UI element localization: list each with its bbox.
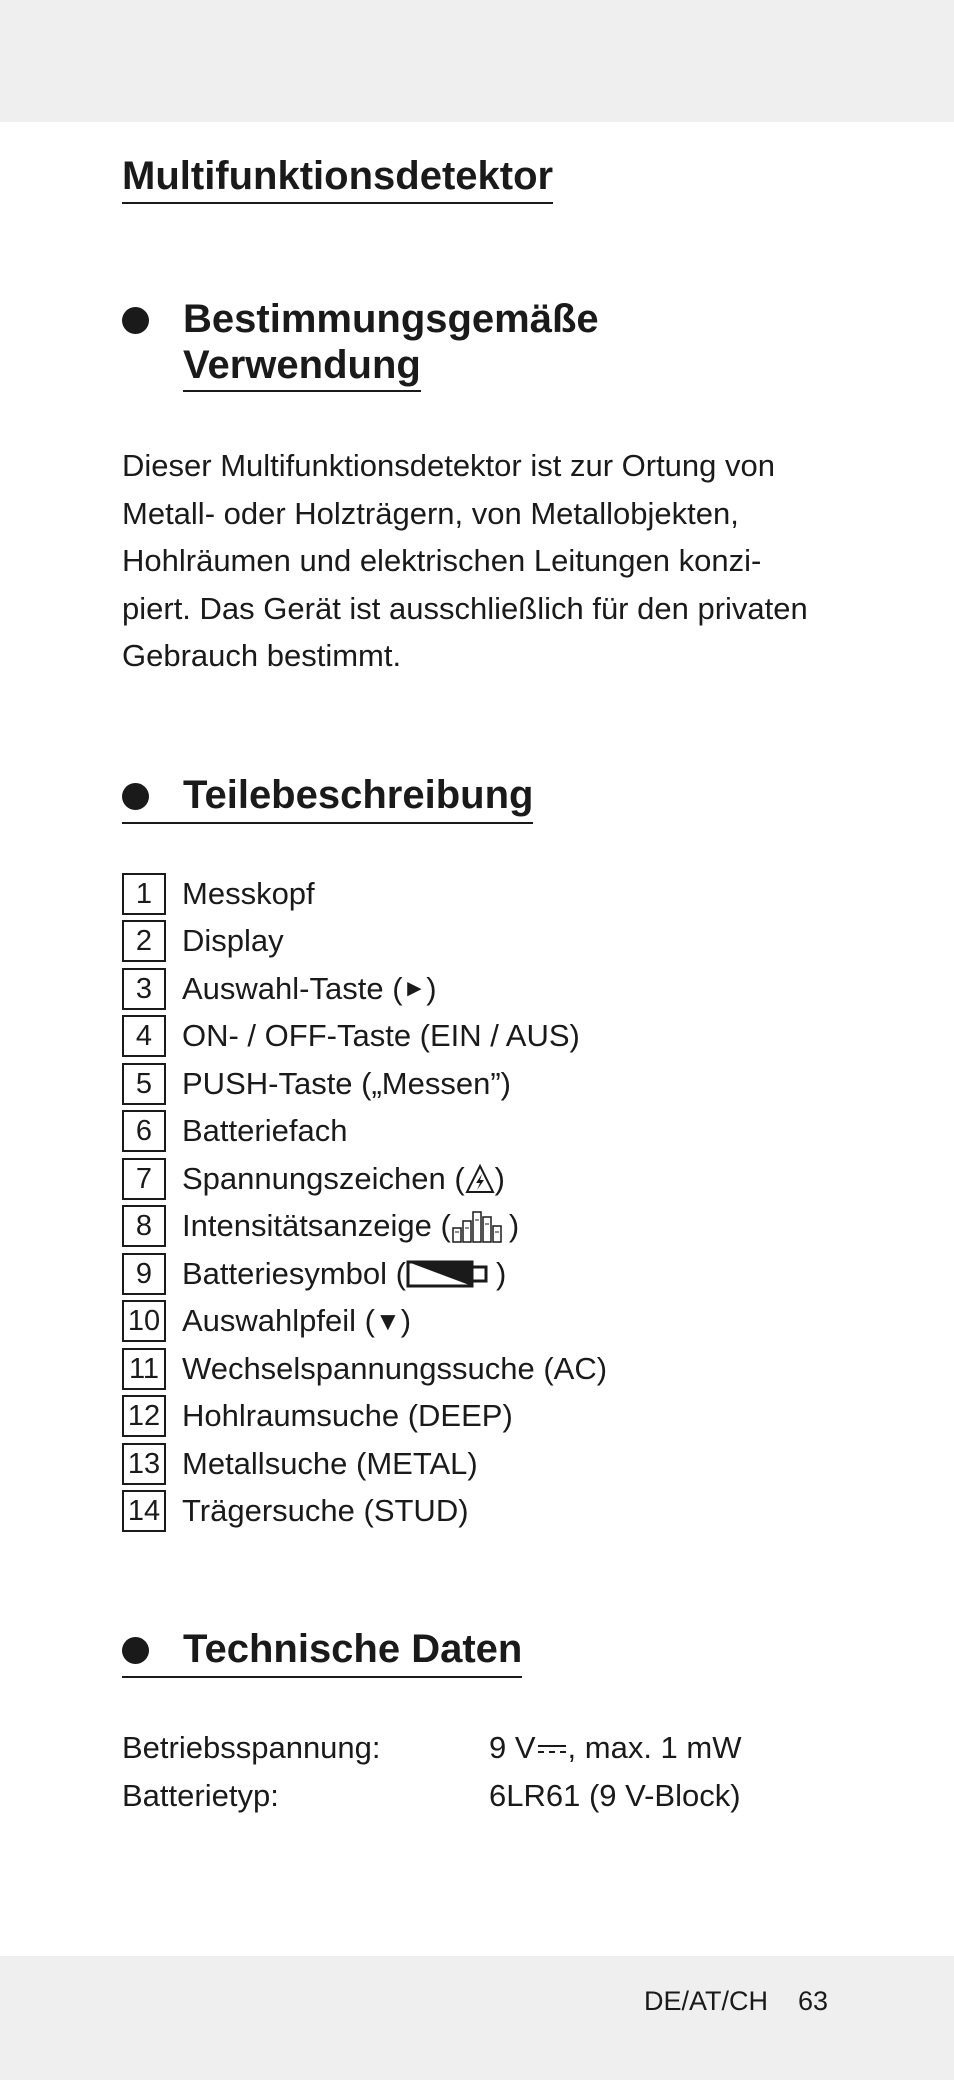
heading-line-2: Verwendung bbox=[183, 342, 421, 392]
part-number: 1 bbox=[122, 873, 166, 915]
part-number: 10 bbox=[122, 1300, 166, 1342]
part-number: 5 bbox=[122, 1063, 166, 1105]
heading-line-1: Bestimmungsgemäße bbox=[183, 297, 599, 341]
part-label-pre: Auswahlpfeil ( bbox=[182, 1303, 375, 1339]
page-title: Multifunktionsdetektor bbox=[122, 152, 553, 204]
part-label: Wechselspannungssuche (AC) bbox=[182, 1350, 608, 1386]
part-label-post: ) bbox=[495, 1255, 507, 1291]
list-item bbox=[122, 918, 862, 966]
spec-value-voltage: 9 V bbox=[489, 1730, 536, 1765]
paragraph-line: Dieser Multifunktionsdetektor ist zur Ortung von bbox=[122, 448, 775, 483]
list-item bbox=[122, 965, 862, 1013]
spec-value: 6LR61 (9 V-Block) bbox=[489, 1777, 741, 1813]
list-item bbox=[122, 1393, 862, 1441]
part-number: 9 bbox=[122, 1253, 166, 1295]
technical-data-table bbox=[122, 1724, 741, 1819]
part-number: 8 bbox=[122, 1205, 166, 1247]
list-item bbox=[122, 1250, 862, 1298]
play-arrow-icon: ► bbox=[402, 974, 427, 1002]
list-item bbox=[122, 1108, 862, 1156]
list-item bbox=[122, 1203, 862, 1251]
part-number: 14 bbox=[122, 1490, 166, 1532]
page-footer bbox=[644, 1986, 828, 2017]
down-arrow-icon: ▼ bbox=[374, 1305, 401, 1336]
list-item bbox=[122, 1298, 862, 1346]
list-item bbox=[122, 1488, 862, 1536]
spec-row bbox=[122, 1724, 741, 1772]
list-item bbox=[122, 1155, 862, 1203]
page-number: 63 bbox=[798, 1986, 829, 2016]
part-number: 3 bbox=[122, 968, 166, 1010]
intensity-bars-icon bbox=[451, 1208, 509, 1244]
paragraph-line: piert. Das Gerät ist ausschließlich für den privaten bbox=[122, 590, 808, 626]
part-label-post: ) bbox=[400, 1303, 412, 1339]
part-label-pre: Auswahl-Taste ( bbox=[182, 970, 403, 1006]
intended-use-paragraph bbox=[122, 442, 862, 680]
part-label-post: ) bbox=[508, 1208, 520, 1244]
list-item bbox=[122, 870, 862, 918]
list-item bbox=[122, 1060, 862, 1108]
part-number: 7 bbox=[122, 1158, 166, 1200]
paragraph-line: Gebrauch bestimmt. bbox=[122, 638, 402, 673]
part-label: PUSH-Taste („Messen”) bbox=[182, 1065, 511, 1101]
part-number: 12 bbox=[122, 1395, 166, 1437]
spec-value bbox=[489, 1724, 741, 1772]
section-bullet bbox=[122, 307, 149, 334]
dc-current-icon bbox=[536, 1740, 568, 1760]
section-heading-parts: Teilebeschreibung bbox=[122, 772, 533, 824]
battery-icon bbox=[406, 1259, 496, 1289]
top-band bbox=[0, 0, 954, 122]
list-item bbox=[122, 1440, 862, 1488]
part-number: 6 bbox=[122, 1110, 166, 1152]
footer-region: DE/AT/CH bbox=[644, 1986, 769, 2016]
part-label: Messkopf bbox=[182, 875, 315, 911]
spec-value-power: , max. 1 mW bbox=[567, 1730, 742, 1765]
parts-list bbox=[122, 870, 862, 1535]
part-label-pre: Spannungszeichen ( bbox=[182, 1160, 465, 1196]
list-item bbox=[122, 1345, 862, 1393]
part-label: Batteriefach bbox=[182, 1113, 348, 1149]
section-heading-intended-use bbox=[183, 296, 599, 392]
spec-label: Betriebsspannung: bbox=[122, 1730, 381, 1765]
spec-row bbox=[122, 1772, 741, 1820]
paragraph-line: Metall- oder Holzträgern, von Metallobjekten, bbox=[122, 495, 739, 531]
part-number: 2 bbox=[122, 920, 166, 962]
part-label: ON- / OFF-Taste (EIN / AUS) bbox=[182, 1018, 580, 1054]
part-label-post: ) bbox=[426, 970, 437, 1006]
spec-label: Batterietyp: bbox=[122, 1777, 279, 1813]
part-label-post: ) bbox=[494, 1160, 505, 1196]
part-label-pre: Intensitätsanzeige ( bbox=[182, 1208, 451, 1244]
paragraph-line: Hohlräumen und elektrischen Leitungen konzi- bbox=[122, 543, 762, 578]
part-label: Metallsuche (METAL) bbox=[182, 1445, 478, 1481]
part-number: 4 bbox=[122, 1015, 166, 1057]
part-label-pre: Batteriesymbol ( bbox=[182, 1255, 406, 1291]
part-label: Hohlraumsuche (DEEP) bbox=[182, 1398, 513, 1434]
part-label: Trägersuche (STUD) bbox=[182, 1493, 469, 1529]
section-heading-technical-data: Technische Daten bbox=[122, 1626, 522, 1678]
list-item bbox=[122, 1013, 862, 1061]
footer-band bbox=[0, 1956, 954, 2080]
part-number: 11 bbox=[122, 1348, 166, 1390]
voltage-warning-icon bbox=[465, 1163, 495, 1195]
part-label: Display bbox=[182, 923, 284, 959]
part-number: 13 bbox=[122, 1443, 166, 1485]
